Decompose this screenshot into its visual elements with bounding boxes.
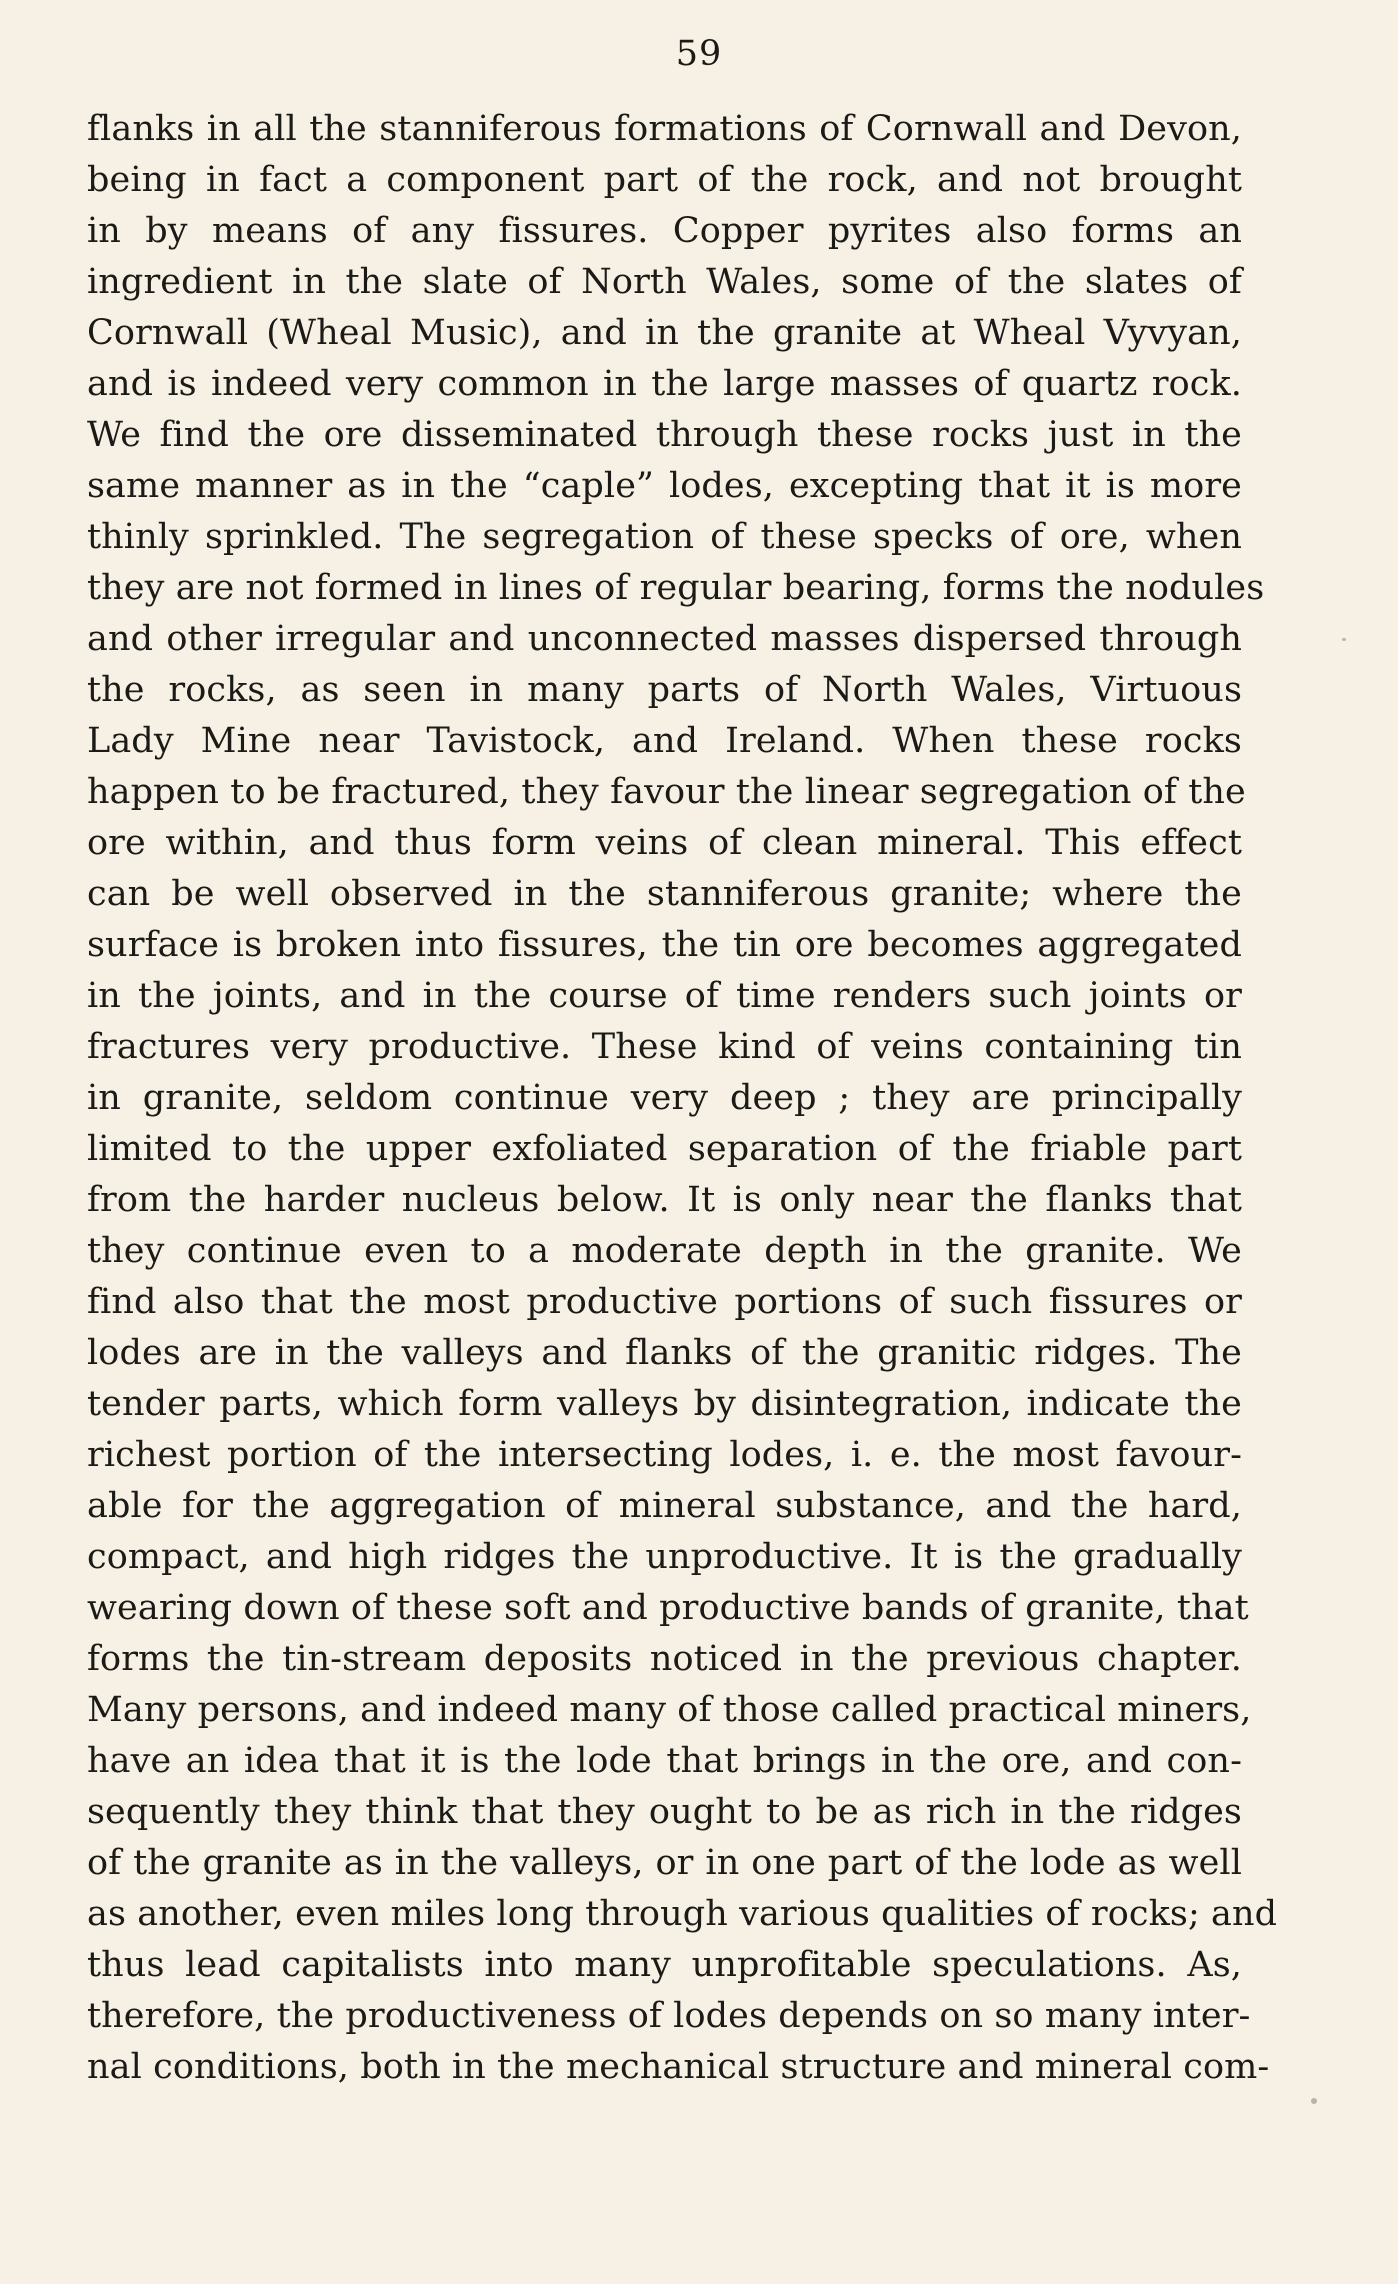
text-line: lodes are in the valleys and flanks of the granitic ridges. The xyxy=(87,1333,1242,1373)
paper-speck xyxy=(1342,638,1346,641)
text-line: ingredient in the slate of North Wales, some of the slates of xyxy=(87,262,1242,302)
text-line: ore within, and thus form veins of clean mineral. This effect xyxy=(87,823,1242,863)
paper-speck xyxy=(1311,2098,1317,2104)
text-line: richest portion of the intersecting lodes, i. e. the most favour- xyxy=(87,1435,1242,1475)
text-line: fractures very productive. These kind of veins containing tin xyxy=(87,1027,1242,1067)
text-line: in the joints, and in the course of time renders such joints or xyxy=(87,976,1242,1016)
text-line: in granite, seldom continue very deep ; they are principally xyxy=(87,1078,1242,1118)
text-line: flanks in all the stanniferous formations of Cornwall and Devon, xyxy=(87,109,1242,149)
text-line: therefore, the productiveness of lodes depends on so many inter- xyxy=(87,1996,1251,2036)
text-line: wearing down of these soft and productive bands of granite, that xyxy=(87,1588,1249,1628)
text-line: the rocks, as seen in many parts of North Wales, Virtuous xyxy=(87,670,1242,710)
text-line: happen to be fractured, they favour the linear segregation of the xyxy=(87,772,1246,812)
text-line: being in fact a component part of the rock, and not brought xyxy=(87,160,1242,200)
text-line: as another, even miles long through various qualities of rocks; and xyxy=(87,1894,1278,1934)
text-line: Cornwall (Wheal Music), and in the granite at Wheal Vyvyan, xyxy=(87,313,1242,353)
text-line: can be well observed in the stanniferous granite; where the xyxy=(87,874,1242,914)
text-line: compact, and high ridges the unproductive. It is the gradually xyxy=(87,1537,1242,1577)
text-line: and other irregular and unconnected masses dispersed through xyxy=(87,619,1242,659)
text-line: We find the ore disseminated through these rocks just in the xyxy=(87,415,1242,455)
text-line: thinly sprinkled. The segregation of these specks of ore, when xyxy=(87,517,1242,557)
text-line: find also that the most productive portions of such fissures or xyxy=(87,1282,1242,1322)
text-line: thus lead capitalists into many unprofitable speculations. As, xyxy=(87,1945,1242,1985)
text-line: tender parts, which form valleys by disintegration, indicate the xyxy=(87,1384,1242,1424)
text-line: sequently they think that they ought to be as rich in the ridges xyxy=(87,1792,1242,1832)
text-line: and is indeed very common in the large masses of quartz rock. xyxy=(87,364,1242,404)
text-line: of the granite as in the valleys, or in one part of the lode as well xyxy=(87,1843,1242,1883)
body-text xyxy=(87,104,1278,2093)
text-line: they continue even to a moderate depth in the granite. We xyxy=(87,1231,1242,1271)
page-number: 59 xyxy=(675,34,723,74)
text-line: limited to the upper exfoliated separation of the friable part xyxy=(87,1129,1242,1169)
text-line: in by means of any fissures. Copper pyrites also forms an xyxy=(87,211,1242,251)
text-line: have an idea that it is the lode that brings in the ore, and con- xyxy=(87,1741,1242,1781)
text-line: they are not formed in lines of regular bearing, forms the nodules xyxy=(87,568,1265,608)
text-line: able for the aggregation of mineral substance, and the hard, xyxy=(87,1486,1242,1526)
text-line: forms the tin-stream deposits noticed in the previous chapter. xyxy=(87,1639,1242,1679)
text-line: nal conditions, both in the mechanical structure and mineral com- xyxy=(87,2047,1270,2087)
text-line: same manner as in the “caple” lodes, excepting that it is more xyxy=(87,466,1242,506)
text-line: Many persons, and indeed many of those called practical miners, xyxy=(87,1690,1252,1730)
text-line: from the harder nucleus below. It is only near the flanks that xyxy=(87,1180,1242,1220)
text-line: Lady Mine near Tavistock, and Ireland. When these rocks xyxy=(87,721,1242,761)
text-line: surface is broken into fissures, the tin ore becomes aggregated xyxy=(87,925,1242,965)
